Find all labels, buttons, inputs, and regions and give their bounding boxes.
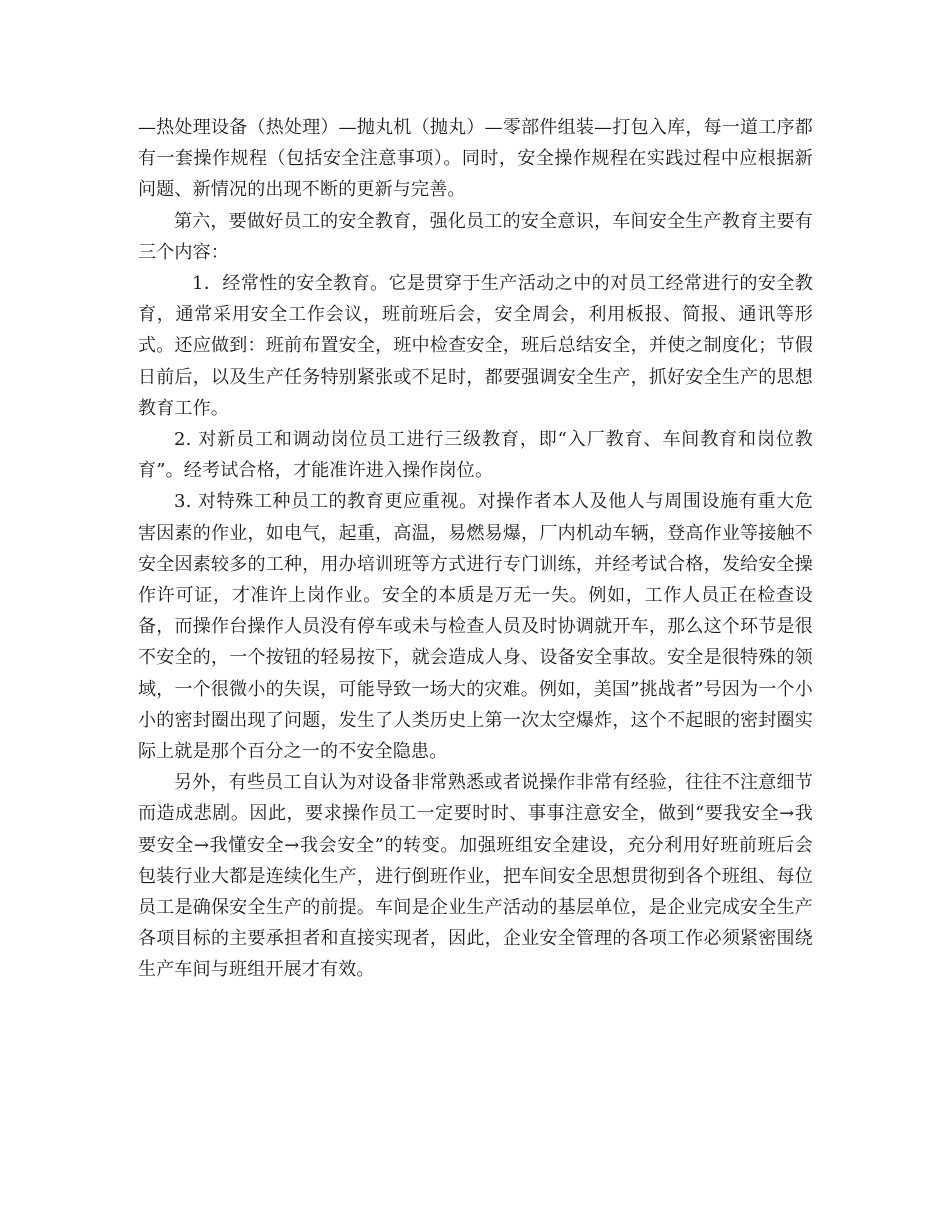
paragraph-conclusion: 另外，有些员工自认为对设备非常熟悉或者说操作非常有经验，往往不注意细节而造成悲剧。因此，要求操作员工一定要时时、事事注意安全，做到“要我安全→我要安全→我懂安全→我会安全”的转变。加强班组安全建设，充分利用好班前班后会包装行业大都是连续化生产，进行倒班作业，把车间安全思想贯彻到各个班组、每位员工是确保安全生产的前提。车间是企业生产活动的基层单位，是企业完成安全生产各项目标的主要承担者和直接实现者，因此，企业安全管理的各项工作必须紧密围绕生产车间与班组开展才有效。 bbox=[138, 772, 813, 981]
paragraph-process-continuation: —热处理设备（热处理）—抛丸机（抛丸）—零部件组装—打包入库，每一道工序都有一套操作规程（包括安全注意事项）。同时，安全操作规程在实践过程中应根据新问题、新情况的出现不断的更新与完善。 bbox=[138, 117, 813, 201]
paragraph-item-2: 2. 对新员工和调动岗位员工进行三级教育，即“入厂教育、车间教育和岗位教育”。经考试合格，才能准许进入操作岗位。 bbox=[138, 429, 813, 482]
paragraph-item-1: 1．经常性的安全教育。它是贯穿于生产活动之中的对员工经常进行的安全教育，通常采用安全工作会议，班前班后会，安全周会，利用板报、简报、通讯等形式。还应做到：班前布置安全，班中检查安全，班后总结安全，并使之制度化；节假日前后，以及生产任务特别紧张或不足时，都要强调安全生产，抓好安全生产的思想教育工作。 bbox=[138, 273, 813, 419]
document-body bbox=[138, 112, 813, 986]
paragraph-item-3: 3. 对特殊工种员工的教育更应重视。对操作者本人及他人与周围设施有重大危害因素的作业，如电气，起重，高温，易燃易爆，厂内机动车辆，登高作业等接触不安全因素较多的工种，用办培训班等方式进行专门训练，并经考试合格，发给安全操作许可证，才准许上岗作业。安全的本质是万无一失。例如，工作人员正在检查设备，而操作台操作人员没有停车或未与检查人员及时协调就开车，那么这个环节是很不安全的，一个按钮的轻易按下，就会造成人身、设备安全事故。安全是很特殊的领域，一个很微小的失误，可能导致一场大的灾难。例如，美国”挑战者”号因为一个小小的密封圈出现了问题，发生了人类历史上第一次太空爆炸，这个不起眼的密封圈实际上就是那个百分之一的不安全隐患。 bbox=[138, 491, 813, 763]
paragraph-sixth-point: 第六，要做好员工的安全教育，强化员工的安全意识，车间安全生产教育主要有三个内容： bbox=[138, 210, 813, 263]
